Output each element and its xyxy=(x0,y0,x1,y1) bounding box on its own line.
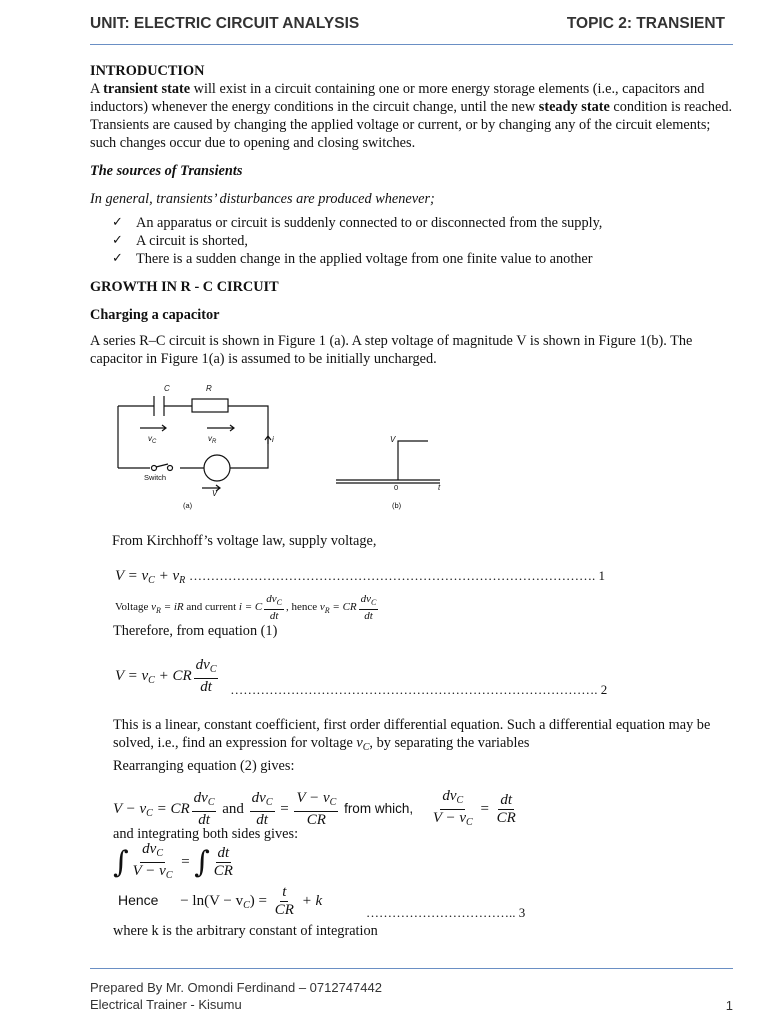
relation-cr: = CR xyxy=(332,601,357,614)
fraction-dvc-dt: $\frac{dv_C}{dt}$ xyxy=(195,657,217,695)
label-r: R xyxy=(206,384,212,393)
log-plus-k: + k xyxy=(297,892,323,909)
integral-sign: ∫ xyxy=(194,845,210,880)
hence-label: Hence xyxy=(118,891,159,908)
vr-arrow xyxy=(207,425,234,431)
sep-from-which: from which, xyxy=(340,800,417,816)
page-header xyxy=(90,12,733,45)
page-footer xyxy=(90,968,733,1013)
label-t: t xyxy=(438,483,441,492)
intro-paragraph xyxy=(90,80,740,152)
list-item: ✓ A circuit is shorted, xyxy=(112,232,740,250)
relation-eq: = iR xyxy=(163,601,184,614)
vc-arrow xyxy=(140,425,166,431)
intro-heading: INTRODUCTION xyxy=(90,63,205,79)
step-voltage xyxy=(398,441,428,480)
rearranging-text: Rearranging equation (2) gives: xyxy=(113,758,295,774)
sources-lead: In general, transients’ disturbances are produced whenever; xyxy=(90,191,435,207)
therefore-text: Therefore, from equation (1) xyxy=(113,623,278,639)
intro-term-transient: transient state xyxy=(103,81,191,97)
fraction-dvc-dt: $\frac{dv_C}{dt}$ xyxy=(266,593,282,622)
eq2-number: …………………………………………………………………………. 2 xyxy=(230,681,608,697)
fraction-t-over-cr: $\frac{t}{CR}$ xyxy=(274,884,294,918)
linear-text: This is a linear, constant coefficient, first order differential equation. Such a differential equation may be solved, i.e., find an expression for voltage xyxy=(113,717,711,751)
eq1-number: …………………………………………………………………………………. 1 xyxy=(188,568,605,583)
intro-term-steady: steady state xyxy=(538,99,610,115)
relation-i: i = C xyxy=(238,601,263,614)
list-item: ✓ An apparatus or circuit is suddenly connected to or disconnected from the supply, xyxy=(112,214,740,232)
charging-subheading: Charging a capacitor xyxy=(90,307,220,323)
sources-list xyxy=(90,214,740,268)
log-lhs: − $\ln(V - v_C)$ = xyxy=(180,892,271,911)
switch-contact xyxy=(152,466,157,471)
eq3-number: …………………………….. 3 xyxy=(365,904,526,920)
eq1-sub-c: C xyxy=(148,575,155,586)
relation-text: Voltage xyxy=(115,601,152,614)
linear-paragraph xyxy=(113,716,723,775)
current-arrow xyxy=(265,436,271,444)
constant-note: where k is the arbitrary constant of integration xyxy=(113,923,378,939)
resistor-symbol xyxy=(192,399,228,412)
figure-1 xyxy=(110,378,450,518)
sep-sub-c: C xyxy=(146,807,153,819)
label-i: i xyxy=(272,435,274,444)
integrating-text: and integrating both sides gives: xyxy=(113,826,299,842)
sep-equals: = xyxy=(476,800,493,817)
equation-1 xyxy=(115,568,605,586)
sources-heading: The sources of Transients xyxy=(90,163,243,179)
sep-lhs: V − v xyxy=(113,800,147,817)
voltage-source-symbol xyxy=(204,455,230,481)
list-item: ✓ There is a sudden change in the applied voltage from one finite value to another xyxy=(112,250,740,268)
int-equals: = xyxy=(176,853,195,870)
label-c: C xyxy=(164,384,170,393)
fraction-dvc-dt: $\frac{dv_C}{dt}$ xyxy=(360,593,377,622)
intro-text-e: condition is reached. Transients are caused by changing the applied voltage or current, or by changing any of the circuit elements; such changes occur due to opening and closing switches. xyxy=(90,99,733,151)
footer-role: Electrical Trainer - Kisumu xyxy=(90,997,242,1012)
eq1-mid: + v xyxy=(154,568,180,584)
growth-paragraph: A series R–C circuit is shown in Figure 1 (a). A step voltage of magnitude V is shown in Figure 1(b). The capacitor in Figure 1(a) is assumed to be initially uncharged. xyxy=(90,333,693,367)
fraction-v-minus-vc-over-cr: $\frac{V - v_C}{CR}$ xyxy=(296,790,337,828)
time-axis xyxy=(336,480,440,483)
linear-text: , by separating the variables xyxy=(369,735,530,751)
log-equation xyxy=(118,884,525,919)
relation-vr2: $v_R$ xyxy=(319,601,330,616)
sep-equals: = xyxy=(276,800,293,817)
sep-and: and xyxy=(218,800,248,817)
fraction-dvc-dt: $\frac{dv_C}{dt}$ xyxy=(251,790,273,828)
label-vc: $v_C$ xyxy=(148,434,157,445)
label-zero: 0 xyxy=(394,483,399,492)
separated-equation xyxy=(113,788,520,831)
unit-title: UNIT: ELECTRIC CIRCUIT ANALYSIS xyxy=(90,15,360,32)
fraction-dvc-over-v-minus-vc: $\frac{dv_C}{V - v_C}$ xyxy=(132,841,173,881)
eq2-lhs: V = v xyxy=(115,667,149,684)
voltage-current-relation xyxy=(115,593,380,622)
relation-text: and current xyxy=(183,601,239,614)
intro-text-a: A xyxy=(90,81,104,97)
eq2-sub-c: C xyxy=(148,674,155,686)
eq1-sub-r: R xyxy=(179,575,186,586)
footer-author: Prepared By Mr. Omondi Ferdinand – 0712747442 xyxy=(90,980,382,995)
page-number: 1 xyxy=(725,998,733,1013)
linear-vc: $v_C$ xyxy=(356,735,370,753)
fraction-dt-over-cr: $\frac{dt}{CR}$ xyxy=(496,792,516,826)
label-step-v: V xyxy=(390,435,396,444)
document-body xyxy=(90,62,740,368)
relation-text: , hence xyxy=(285,601,320,614)
switch-contact xyxy=(168,466,173,471)
kvl-text: From Kirchhoff’s voltage law, supply voltage, xyxy=(112,533,377,549)
label-vr: $v_R$ xyxy=(208,434,217,445)
equation-2 xyxy=(115,657,607,696)
integral-sign: ∫ xyxy=(113,845,129,880)
integral-equation xyxy=(113,841,237,884)
eq2-plus: + CR xyxy=(154,667,192,684)
fraction-dt-over-cr: $\frac{dt}{CR}$ xyxy=(213,845,233,879)
caption-b: (b) xyxy=(392,501,402,510)
growth-heading: GROWTH IN R - C CIRCUIT xyxy=(90,279,279,295)
sep-cr: = CR xyxy=(152,800,190,817)
intro-text-c: will exist in a circuit containing one or more energy storage elements (i.e., capacitors and inductors) whenever the energy conditions in the circuit change, until the new xyxy=(90,81,705,115)
label-source-v: V xyxy=(212,489,218,498)
label-switch: Switch xyxy=(144,473,167,482)
caption-a: (a) xyxy=(183,501,193,510)
eq1-lhs: V = v xyxy=(115,568,149,584)
fraction-dvc-dt: $\frac{dv_C}{dt}$ xyxy=(193,790,215,828)
topic-title: TOPIC 2: TRANSIENT xyxy=(566,15,725,32)
fraction-dvc-over-v-minus-vc: $\frac{dv_C}{V - v_C}$ xyxy=(432,788,473,828)
relation-vr: $v_R$ xyxy=(151,601,161,616)
